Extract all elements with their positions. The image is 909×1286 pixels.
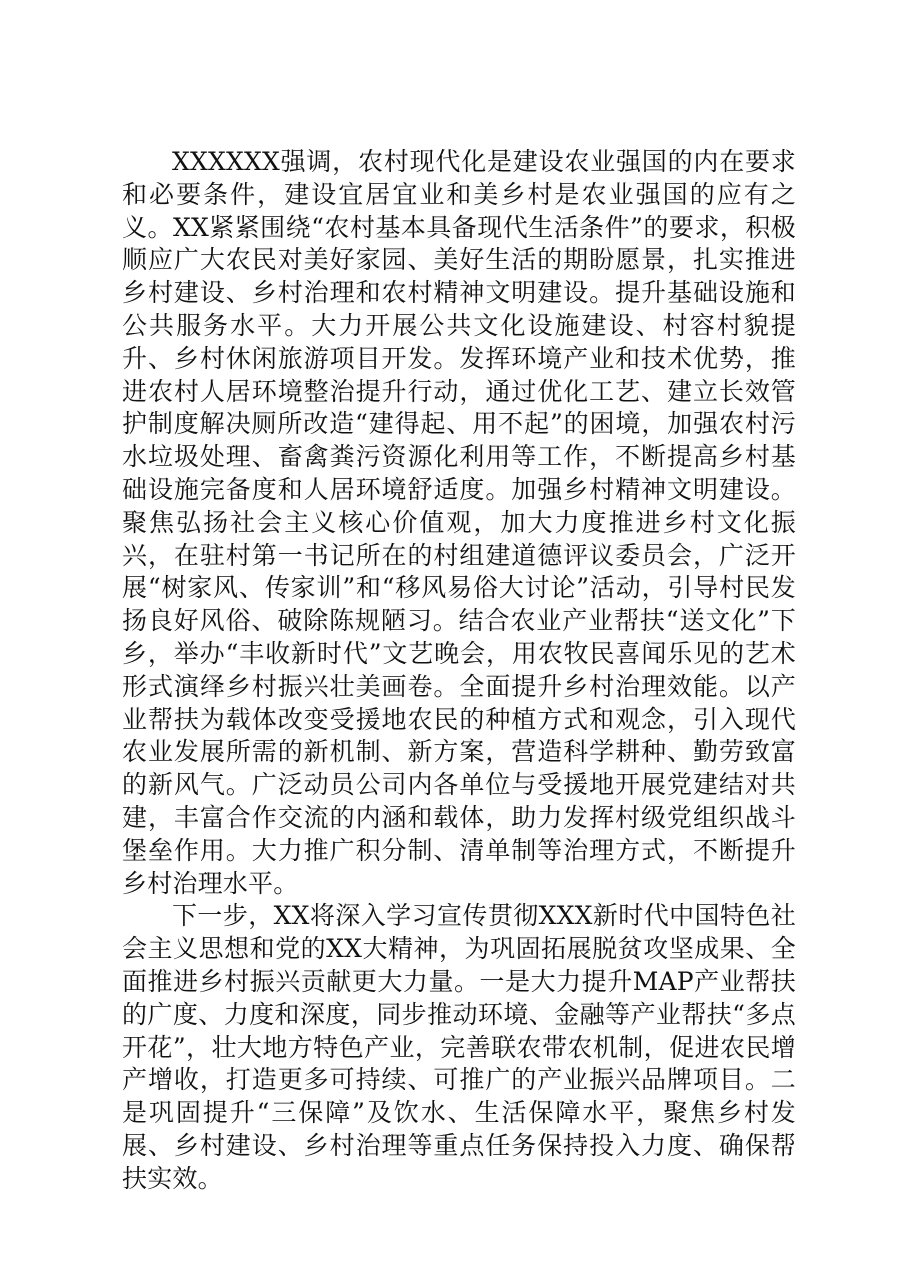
paragraph-2: 下一步，XX将深入学习宣传贯彻XXX新时代中国特色社会主义思想和党的XX大精神，为巩固拓展脱贫攻坚成果、全面推进乡村振兴贡献更大力量。一是大力提升MAP产业帮扶的广度、力度和深度，同步推动环境、金融等产业帮扶“多点开花”，壮大地方特色产业，完善联农带农机制，促进农民增产增收，打造更多可持续、可推广的产业振兴品牌项目。二是巩固提升“三保障”及饮水、生活保障水平，聚焦乡村发展、乡村建设、乡村治理等重点任务保持投入力度、确保帮扶实效。: [122, 901, 796, 1193]
paragraph-1: XXXXXX强调，农村现代化是建设农业强国的内在要求和必要条件，建设宜居宜业和美乡村是农业强国的应有之义。XX紧紧围绕“农村基本具备现代生活条件”的要求，积极顺应广大农民对美好家园、美好生活的期盼愿景，扎实推进乡村建设、乡村治理和农村精神文明建设。提升基础设施和公共服务水平。大力开展公共文化设施建设、村容村貌提升、乡村休闲旅游项目开发。发挥环境产业和技术优势，推进农村人居环境整治提升行动，通过优化工艺、建立长效管护制度解决厕所改造“建得起、用不起”的困境，加强农村污水垃圾处理、畜禽粪污资源化利用等工作，不断提高乡村基础设施完备度和人居环境舒适度。加强乡村精神文明建设。聚焦弘扬社会主义核心价值观，加大力度推进乡村文化振兴，在驻村第一书记所在的村组建道德评议委员会，广泛开展“树家风、传家训”和“移风易俗大讨论”活动，引导村民发扬良好风俗、破除陈规陋习。结合农业产业帮扶“送文化”下乡，举办“丰收新时代”文艺晚会，用农牧民喜闻乐见的艺术形式演绎乡村振兴壮美画卷。全面提升乡村治理效能。以产业帮扶为载体改变受援地农民的种植方式和观念，引入现代农业发展所需的新机制、新方案，营造科学耕种、勤劳致富的新风气。广泛动员公司内各单位与受援地开展党建结对共建，丰富合作交流的内涵和载体，助力发挥村级党组织战斗堡垒作用。大力推广积分制、清单制等治理方式，不断提升乡村治理水平。: [122, 147, 796, 898]
document-body: [122, 146, 796, 1196]
